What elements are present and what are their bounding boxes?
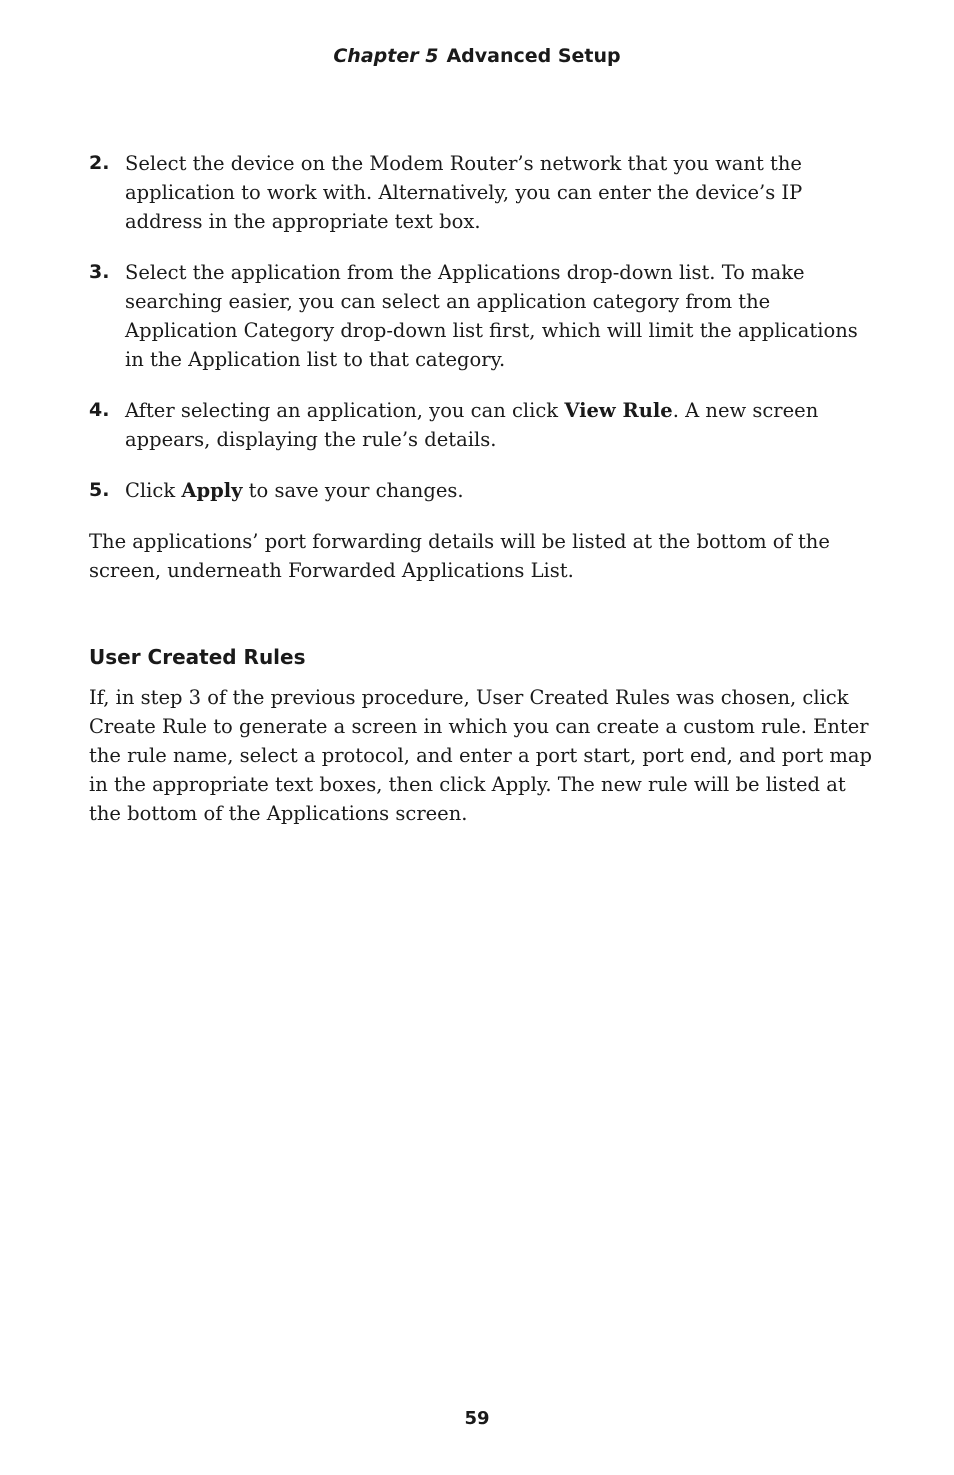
section-heading: User Created Rules (89, 645, 306, 669)
running-header (0, 43, 954, 69)
step-number: 5. (89, 479, 110, 501)
chapter-label: Chapter 5 (333, 45, 439, 67)
page-number: 59 (464, 1408, 490, 1429)
step-text-before: Click (125, 479, 182, 502)
section-body: If, in step 3 of the previous procedure, User Created Rules was chosen, click Create Rule to generate a screen in which you can create a custom rule. Enter the rule name, select a protocol, and enter a port start, port end, and port map in the appropriate text boxes, then click Apply. The new rule will be listed at the bottom of the Applications screen. (89, 686, 873, 825)
apply-term: Apply (181, 479, 243, 502)
step-item (89, 149, 874, 236)
step-item (89, 258, 874, 374)
page-content (89, 149, 874, 828)
step-text (125, 479, 464, 502)
step-text-before: After selecting an application, you can click (125, 399, 565, 422)
step-text: Select the application from the Applications drop-down list. To make searching easier, you can select an application category from the Application Category drop-down list first, which will limit the applications in the Application list to that category. (125, 261, 858, 371)
forwarded-applications-paragraph: The applications’ port forwarding details will be listed at the bottom of the screen, underneath Forwarded Applications List. (89, 530, 830, 582)
step-text-after: . A new screen appears, displaying the rule’s details. (125, 399, 819, 451)
step-text: Select the device on the Modem Router’s network that you want the application to work with. Alternatively, you can enter the device’s IP address in the appropriate text box. (125, 152, 803, 233)
chapter-title: Advanced Setup (446, 45, 621, 67)
step-number: 4. (89, 399, 110, 421)
view-rule-term: View Rule (564, 399, 673, 422)
step-number: 2. (89, 152, 110, 174)
step-item (89, 396, 874, 454)
step-item (89, 476, 874, 505)
step-text (125, 399, 818, 451)
step-number: 3. (89, 261, 110, 283)
step-text-after: to save your changes. (242, 479, 464, 502)
